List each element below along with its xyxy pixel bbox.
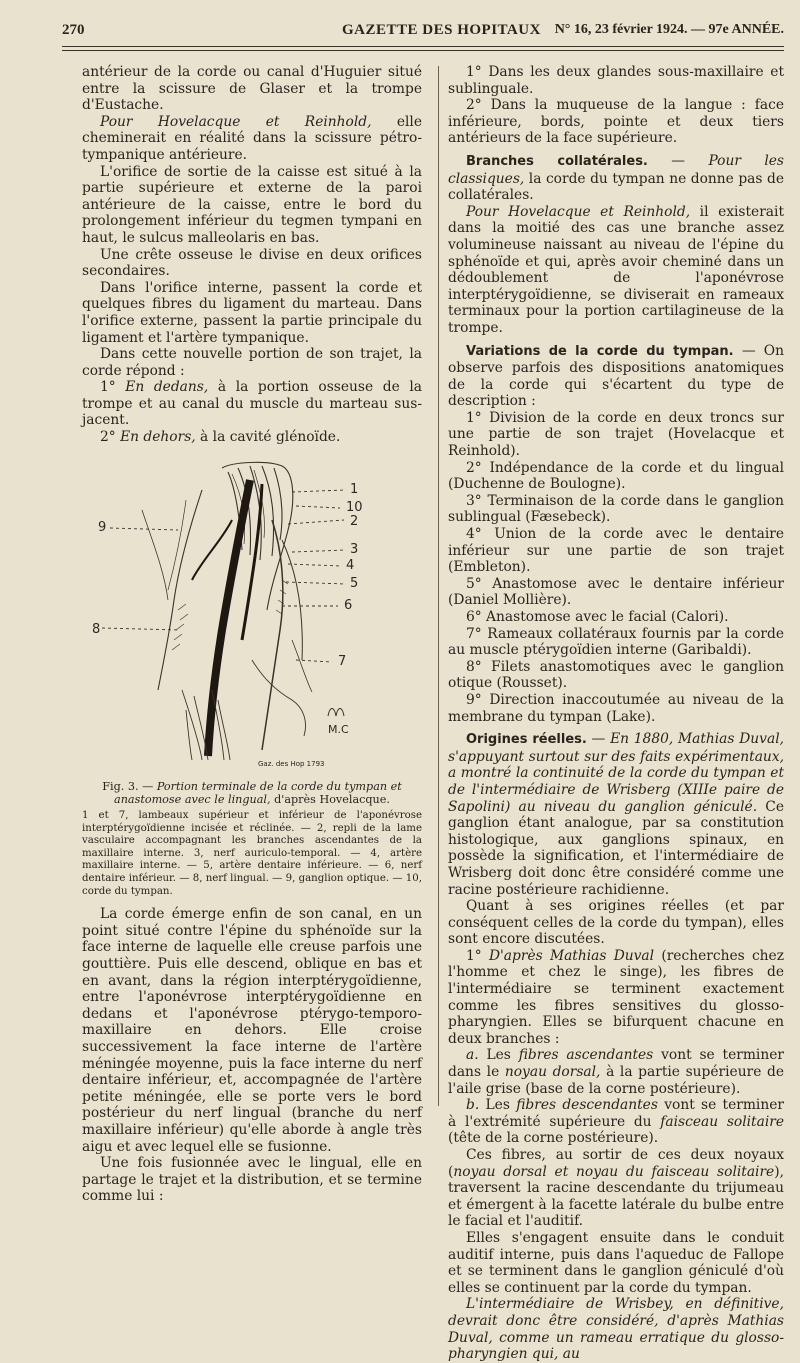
paragraph: Pour Hovelacque et Reinhold, elle cheminerait en réalité dans la scissure pétro-tympanique antérieure. [82,113,422,163]
list-item: a. Les fibres ascendantes vont se terminer dans le noyau dorsal, à la partie supérieure de l'aile grise (base de la corne postérieure). [448,1047,784,1097]
paragraph: 1° D'après Mathias Duval (recherches chez l'homme et chez le singe), les fibres de l'intermédiaire se terminent exactement comme les fibres sensitives du glosso-pharyngien. Elles se bifurquent chacune en deux branches : [448,947,784,1047]
list-item: 2° En dehors, à la cavité glénoïde. [100,429,341,446]
figure-label: 1 [350,481,359,497]
figure-label: 6 [344,597,353,613]
column-divider [438,66,439,1106]
page-number: 270 [62,22,85,38]
section-paragraph: Branches collatérales. — Pour les classiques, la corde du tympan ne donne pas de collatérales. [448,152,784,204]
list-item: 2° Indépendance de la corde et du lingual (Duchenne de Boulogne). [448,459,784,493]
figure-label: 3 [350,541,359,557]
paragraph: Quant à ses origines réelles (et par conséquent celles de la corde du tympan), elles sont encore discutées. [448,898,784,948]
list-item: 1° Division de la corde en deux troncs sur une partie de son trajet (Hovelacque et Reinhold). [448,409,784,460]
issue-info: N° 16, 23 février 1924. — 97e ANNÉE. [554,22,784,37]
list-item: 9° Direction inaccoutumée au niveau de la membrane du tympan (Lake). [448,691,784,725]
section-heading: Variations de la corde du tympan. [466,343,734,359]
figure-label: 5 [350,575,359,591]
paragraph: Elles s'engagent ensuite dans le conduit auditif interne, puis dans l'aqueduc de Fallope et se terminent dans le ganglion géniculé d'où elles se continuent par la corde du tympan. [448,1229,784,1296]
section-heading: Origines réelles. [466,732,587,748]
list-item: 1° En dedans, à la portion osseuse de la trompe et au canal du muscle du marteau sus-jacent. [82,379,423,429]
figure-label: 7 [338,653,347,669]
figure-label: 10 [346,499,363,515]
left-column [82,64,422,1205]
paragraph: Dans l'orifice interne, passent la corde et quelques fibres du ligament du marteau. Dans l'orifice externe, passent la partie principale du ligament et l'artère tympanique. [82,279,422,346]
list-item: 6° Anastomose avec le facial (Calori). [466,609,729,625]
paragraph: Pour Hovelacque et Reinhold, il existerait dans la moitié des cas une branche assez volumineuse naissant au niveau de l'épine du sphénoïde et qui, après avoir cheminé dans un dédoublement de l'aponévrose interptérygoïdienne, se diviserait en rameaux terminaux pour la portion cartilagineuse de la trompe. [448,203,784,336]
paragraph: L'intermédiaire de Wrisbey, en définitive, devrait donc être considéré, d'après Mathias Duval, comme un rameau erratique du glosso-pharyngien qui, au [448,1296,784,1363]
header-rule-bottom [62,50,784,51]
figure-label: 8 [92,621,101,637]
figure-legend: 1 et 7, lambeaux supérieur et inférieur de l'aponévrose interptérygoïdienne incisée et réclinée. — 2, repli de la lame vasculaire accompagnant les branches ascendantes de la maxillaire interne. 3, nerf auriculo-temporal. — 4, artère maxillaire interne. — 5, artère dentaire inférieure. — 6, nerf dentaire inférieur. — 8, nerf lingual. — 9, ganglion optique. — 10, corde du tympan. [82,810,422,897]
anatomical-figure [82,460,422,776]
figure-label: 9 [98,519,107,535]
paragraph: L'orifice de sortie de la caisse est situé à la partie supérieure et externe de la paroi antérieure de la caisse, entre le bord du prolongement inférieur du tegmen tympani en haut, le sulcus malleolaris en bas. [82,163,422,246]
section-heading: Branches collatérales. [466,153,648,169]
list-item: 3° Terminaison de la corde dans le ganglion sublingual (Fæsebeck). [448,492,784,526]
figure-drawing [82,460,422,776]
list-item: 7° Rameaux collatéraux fournis par la corde au muscle ptérygoïdien interne (Garibaldi). [448,625,784,659]
journal-title: GAZETTE DES HOPITAUX [342,22,541,38]
list-item: b. Les fibres descendantes vont se terminer à l'extrémité supérieure du faisceau solitaire (tête de la corne postérieure). [448,1097,784,1147]
paragraph: Ces fibres, au sortir de ces deux noyaux (noyau dorsal et noyau du faisceau solitaire), traversent la racine descendante du trijumeau et émergent à la facette latérale du bulbe entre le facial et l'auditif. [448,1147,784,1230]
list-item: 4° Union de la corde avec le dentaire inférieur sur une partie de son trajet (Embleton). [448,526,784,576]
paragraph: antérieur de la corde ou canal d'Huguier situé entre la scissure de Glaser et la trompe d'Eustache. [82,64,422,114]
paragraph: La corde émerge enfin de son canal, en un point situé contre l'épine du sphénoïde sur la face interne de laquelle elle creuse parfois une gouttière. Puis elle descend, oblique en bas et en avant, dans la région interptérygoïdienne, entre l'aponévrose interptérygoïdienne en dedans et l'aponévrose ptérygo-temporo-maxillaire en dehors. Elle croise successivement la face interne de l'artère méningée moyenne, puis la face interne du nerf dentaire inférieur, et, accompagnée de l'artère petite méningée, elle se porte vers le bord postérieur du nerf lingual (branche du nerf maxillaire inférieur) qu'elle aborde à angle très aigu et avec lequel elle se fusionne. [82,906,422,1155]
right-column [448,64,784,1363]
section-paragraph: Variations de la corde du tympan. — On observe parfois des dispositions anatomiques de la corde qui s'écartent du type de description : [448,342,785,410]
paragraph: Une fois fusionnée avec le lingual, elle en partage le trajet et la distribution, et se termine comme lui : [82,1155,422,1205]
figure-credit: Gaz. des Hop 1793 [258,759,325,768]
figure-label: 2 [350,513,359,529]
section-paragraph: Origines réelles. — En 1880, Mathias Duval, s'appuyant surtout sur des faits expérimentaux, a montré la continuité de la corde du tympan et de l'intermédiaire de Wrisberg (XIIIe paire de Sapolini) au niveau du ganglion géniculé. Ce ganglion étant analogue, par sa constitution histologique, aux ganglions spinaux, en possède la signification, et l'intermédiaire de Wrisberg doit donc être considéré comme une racine postérieure rachidienne. [448,731,784,898]
paragraph: Dans cette nouvelle portion de son trajet, la corde répond : [82,346,422,379]
figure-label: 4 [346,557,355,573]
list-item: 2° Dans la muqueuse de la langue : face inférieure, bords, pointe et deux tiers antérieurs de la face supérieure. [448,97,784,147]
running-header [62,22,784,44]
artist-initials: M.C [328,722,349,736]
list-item: 8° Filets anastomotiques avec le ganglion otique (Rousset). [448,658,784,692]
figure-caption: Fig. 3. — Portion terminale de la corde du tympan et anastomose avec le lingual, d'après Hovelacque. [102,779,402,806]
list-item: 1° Dans les deux glandes sous-maxillaire et sublinguale. [448,64,784,97]
header-rule-top [62,46,784,47]
list-item: 5° Anastomose avec le dentaire inférieur (Daniel Mollière). [448,575,784,609]
paragraph: Une crête osseuse le divise en deux orifices secondaires. [82,246,422,280]
